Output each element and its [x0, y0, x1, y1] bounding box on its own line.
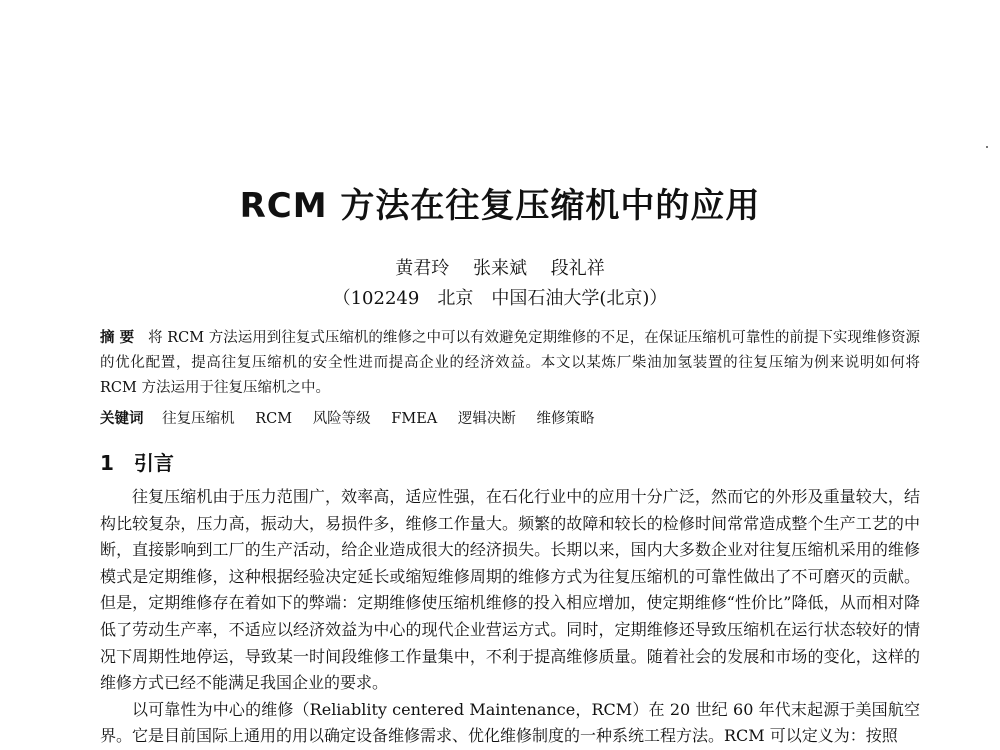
paper-authors: 黄君玲 张来斌 段礼祥 — [395, 258, 605, 279]
paper-title: RCM 方法在往复压缩机中的应用 — [239, 186, 761, 226]
paragraph: 以可靠性为中心的维修（Reliablity centered Maintenance，RCM）在 20 世纪 60 年代末起源于美国航空界。它是目前国际上通用的用以确定设备维修需求、优化维修制度的一种系统工程方法。RCM 可以定义为：按照 — [100, 699, 920, 746]
abstract-label: 摘 要 — [100, 330, 135, 346]
keywords-label: 关键词 — [100, 411, 144, 427]
keyword: 逻辑决断 — [457, 411, 516, 427]
body-text — [100, 484, 920, 750]
paragraph: 往复压缩机由于压力范围广，效率高，适应性强，在石化行业中的应用十分广泛，然而它的外形及重量较大，结构比较复杂，压力高，振动大，易损件多，维修工作量大。频繁的故障和较长的检修时间常常造成整个生产工艺的中断，直接影响到工厂的生产活动，给企业造成很大的经济损失。长期以来，国内大多数企业对往复压缩机采用的维修模式是定期维修，这种根据经验决定延长或缩短维修周期的维修方式为往复压缩机的可靠性做出了不可磨灭的贡献。但是，定期维修存在着如下的弊端：定期维修使压缩机维修的投入相应增加，使定期维修“性价比”降低，从而相对降低了劳动生产率，不适应以经济效益为中心的现代企业营运方式。同时，定期维修还导致压缩机在运行状态较好的情况下周期性地停运，导致某一时间段维修工作量集中，不利于提高维修质量。随着社会的发展和市场的变化，这样的维修方式已经不能满足我国企业的要求。 — [100, 487, 920, 693]
keyword: RCM — [255, 411, 293, 427]
paper-affiliation: （102249 北京 中国石油大学(北京)） — [332, 288, 668, 309]
keywords — [100, 407, 920, 432]
keyword: 往复压缩机 — [162, 411, 235, 427]
keyword: FMEA — [391, 411, 438, 427]
keyword: 风险等级 — [312, 411, 371, 427]
section-heading — [100, 447, 174, 476]
section-title: 引言 — [133, 451, 174, 475]
abstract-text: 将 RCM 方法运用到往复式压缩机的维修之中可以有效避免定期维修的不足，在保证压缩机可靠性的前提下实现维修资源的优化配置，提高往复压缩机的安全性进而提高企业的经济效益。本文以某炼厂柴油加氢装置的往复压缩为例来说明如何将 RCM 方法运用于往复压缩机之中。 — [100, 330, 920, 396]
keyword: 维修策略 — [536, 411, 595, 427]
abstract — [100, 326, 920, 401]
section-number: 1 — [100, 451, 114, 475]
scan-speck — [986, 146, 988, 148]
